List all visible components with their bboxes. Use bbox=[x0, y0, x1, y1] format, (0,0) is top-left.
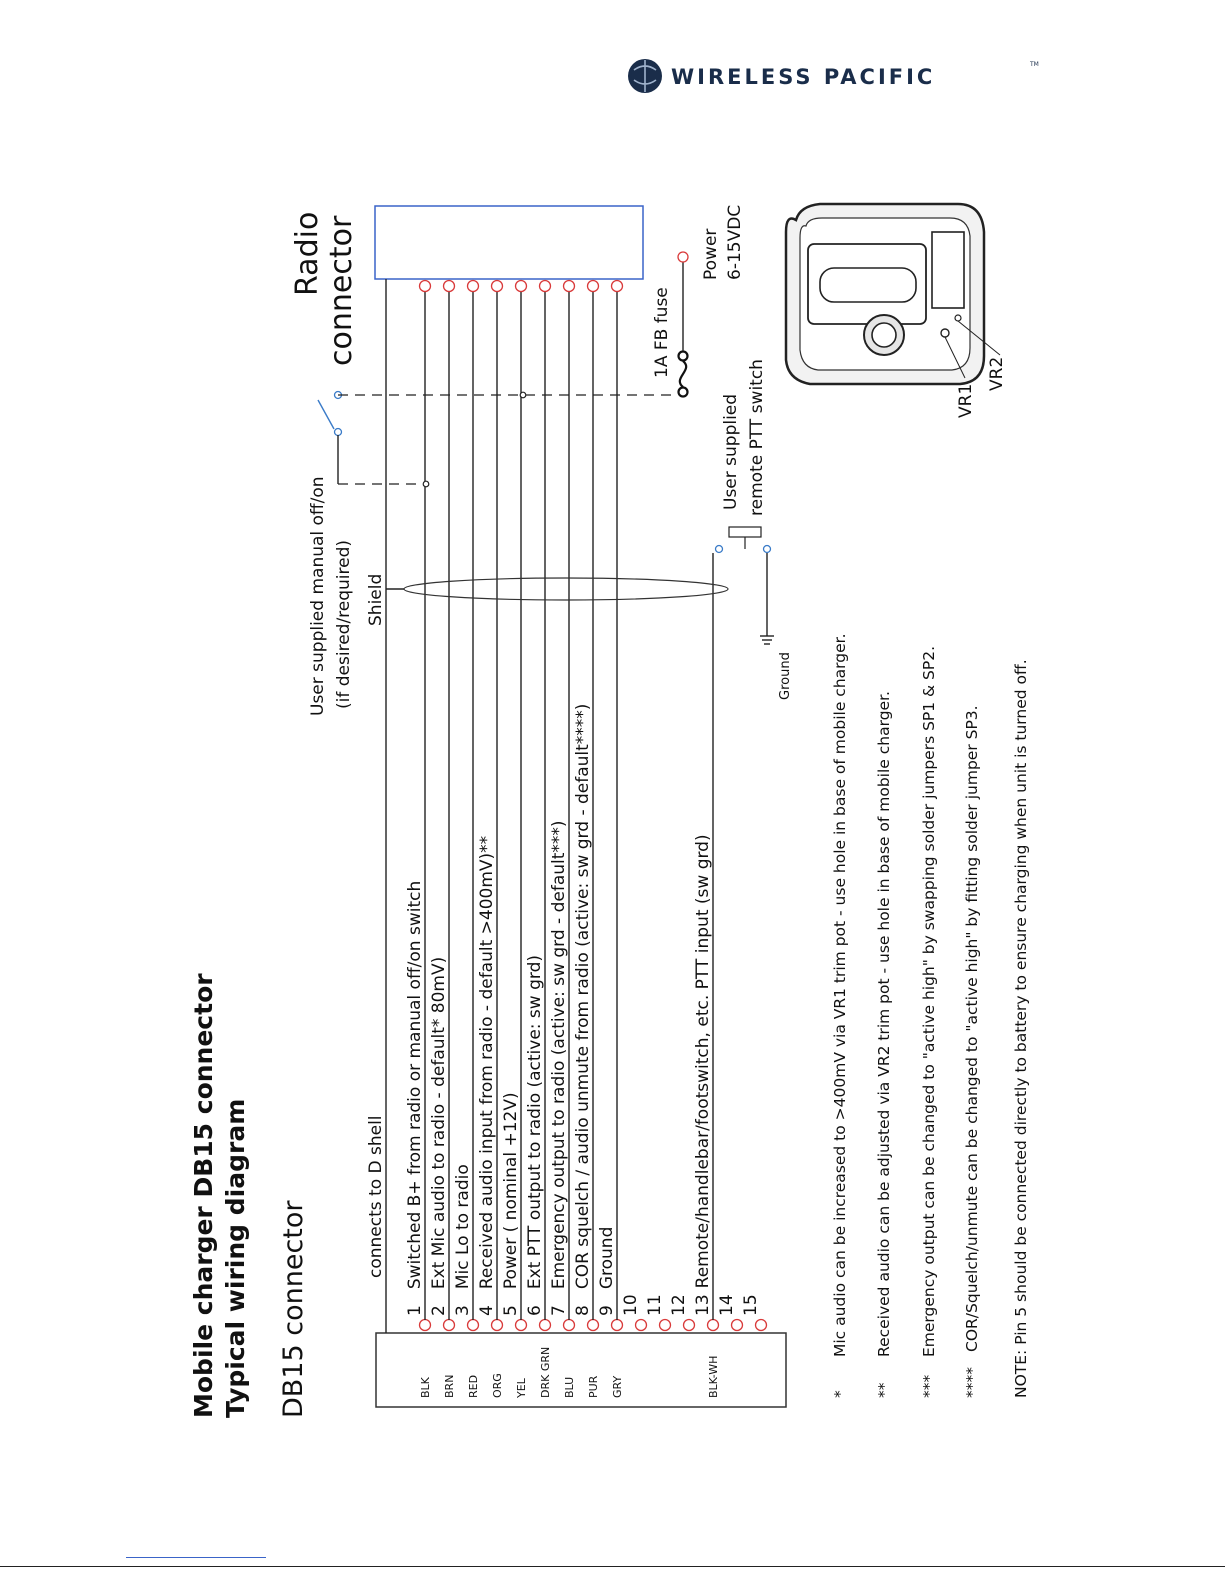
db15-connector-body bbox=[376, 1333, 786, 1407]
pin-9 bbox=[597, 281, 623, 1331]
pin-15 bbox=[741, 1294, 767, 1330]
title-line1: Mobile charger DB15 connector bbox=[189, 973, 218, 1418]
pin-1 bbox=[405, 281, 431, 1331]
pin-14 bbox=[717, 1294, 743, 1330]
pin-4-wire-color: ORG bbox=[491, 1373, 504, 1398]
pin-7 bbox=[549, 281, 575, 1331]
db15-pin-9-contact bbox=[612, 1320, 623, 1331]
vr1-label: VR1 bbox=[956, 383, 976, 418]
radio-pin-8-contact bbox=[588, 281, 599, 292]
db15-pin-14-contact bbox=[732, 1320, 743, 1331]
switch-label-2: (if desired/required) bbox=[334, 539, 354, 709]
pin-12-label: 12 bbox=[669, 1294, 689, 1316]
pin-9-wire-color: GRY bbox=[611, 1375, 624, 1398]
radio-pin-5-contact bbox=[516, 281, 527, 292]
pin-9-label: 9Ground bbox=[597, 1226, 617, 1316]
pin-6-label: 6Ext PTT output to radio (active: sw grd) bbox=[525, 954, 545, 1316]
power-label-2: 6-15VDC bbox=[725, 204, 745, 280]
pin-12 bbox=[669, 1294, 695, 1330]
pin-6-wire-color: DRK GRN bbox=[539, 1346, 552, 1398]
remote-ptt-switch bbox=[716, 527, 771, 630]
pin5-junction bbox=[520, 392, 526, 398]
note-1-mark: * bbox=[831, 1390, 849, 1398]
pin-3-label: 3Mic Lo to radio bbox=[453, 1164, 473, 1316]
note-4-mark: **** bbox=[963, 1367, 981, 1398]
radio-connector-body bbox=[375, 206, 643, 279]
pin-2-wire-color: BRN bbox=[443, 1374, 456, 1398]
vr2-label: VR2 bbox=[987, 356, 1007, 391]
note-2-mark: ** bbox=[875, 1382, 893, 1398]
pin-1-wire-color: BLK bbox=[419, 1377, 432, 1398]
footer-rule bbox=[0, 1566, 1225, 1567]
pin-2 bbox=[429, 281, 455, 1331]
pin-7-wire-color: BLU bbox=[563, 1376, 576, 1398]
logo-text: WIRELESS PACIFIC bbox=[671, 65, 936, 89]
pin-4 bbox=[477, 281, 503, 1331]
pin-8-label: 8COR squelch / audio unmute from radio (active: sw grd - default****) bbox=[573, 703, 593, 1316]
db15-pin-13-contact bbox=[708, 1320, 719, 1331]
db15-pin-8-contact bbox=[588, 1320, 599, 1331]
pin-2-label: 2Ext Mic audio to radio - default* 80mV) bbox=[429, 956, 449, 1316]
pin-11 bbox=[645, 1294, 671, 1330]
cable-shield-ellipse bbox=[404, 578, 728, 600]
note-4-text: COR/Squelch/unmute can be changed to "active high" by fitting solder jumper SP3. bbox=[963, 705, 981, 1352]
d-shell-label: connects to D shell bbox=[366, 1115, 386, 1278]
title-line2: Typical wiring diagram bbox=[221, 1098, 250, 1418]
radio-pin-1-contact bbox=[420, 281, 431, 292]
shield-label: Shield bbox=[366, 573, 386, 626]
pin-13-wire-color: BLK-WH bbox=[707, 1355, 720, 1398]
ptt-label-2: remote PTT switch bbox=[747, 359, 767, 516]
vr2-trim-hole bbox=[955, 315, 961, 321]
radio-pin-9-contact bbox=[612, 281, 623, 292]
ground-symbol-icon bbox=[760, 630, 774, 644]
pin-15-label: 15 bbox=[741, 1294, 761, 1316]
footer-link-underline bbox=[126, 1557, 266, 1558]
pin-10 bbox=[621, 1294, 647, 1330]
svg-text:TM: TM bbox=[1030, 61, 1039, 68]
pin-11-label: 11 bbox=[645, 1294, 665, 1316]
pin-13-label: 13Remote/handlebar/footswitch, etc. PTT input (sw grd) bbox=[693, 834, 713, 1316]
radio-pin-7-contact bbox=[564, 281, 575, 292]
pin-1-label: 1Switched B+ from radio or manual off/on switch bbox=[405, 880, 425, 1316]
radio-pin-4-contact bbox=[492, 281, 503, 292]
power-label-1: Power bbox=[701, 228, 721, 280]
db15-pin-6-contact bbox=[540, 1320, 551, 1331]
pin-14-label: 14 bbox=[717, 1294, 737, 1316]
pin-6 bbox=[525, 281, 551, 1331]
pin-8-wire-color: PUR bbox=[587, 1375, 600, 1398]
db15-pin-10-contact bbox=[636, 1320, 647, 1331]
db15-pin-5-contact bbox=[516, 1320, 527, 1331]
note-final: NOTE: Pin 5 should be connected directly to battery to ensure charging when unit is turned off. bbox=[1012, 659, 1030, 1398]
ground-label: Ground bbox=[778, 652, 793, 700]
pin-5-wire-color: YEL bbox=[515, 1378, 528, 1398]
mobile-charger-base-illustration bbox=[786, 204, 1000, 384]
db15-pin-11-contact bbox=[660, 1320, 671, 1331]
pin-13 bbox=[693, 553, 719, 1331]
pin-4-label: 4Received audio input from radio - default >400mV)** bbox=[477, 835, 497, 1316]
pin-10-label: 10 bbox=[621, 1294, 641, 1316]
note-3-mark: *** bbox=[920, 1374, 938, 1398]
note-2-text: Received audio can be adjusted via VR2 trim pot - use hole in base of mobile charger. bbox=[875, 691, 893, 1357]
fuse-label: 1A FB fuse bbox=[652, 287, 672, 378]
radio-pin-6-contact bbox=[540, 281, 551, 292]
radio-connector-label-1: Radio bbox=[290, 211, 325, 296]
vr1-trim-hole bbox=[941, 329, 949, 337]
db15-pin-15-contact bbox=[756, 1320, 767, 1331]
note-3-text: Emergency output can be changed to "active high" by swapping solder jumpers SP1 & SP2. bbox=[920, 645, 938, 1357]
wireless-pacific-logo bbox=[628, 59, 1039, 93]
db15-pin-4-contact bbox=[492, 1320, 503, 1331]
db15-connector-label: DB15 connector bbox=[278, 1200, 309, 1418]
fuse-1a-fb bbox=[678, 252, 688, 397]
pin-8 bbox=[573, 281, 599, 1331]
switch-label-1: User supplied manual off/on bbox=[308, 476, 328, 716]
db15-pin-7-contact bbox=[564, 1320, 575, 1331]
radio-connector-label-2: connector bbox=[324, 215, 359, 366]
db15-pin-3-contact bbox=[468, 1320, 479, 1331]
db15-pin-1-contact bbox=[420, 1320, 431, 1331]
db15-pin-2-contact bbox=[444, 1320, 455, 1331]
radio-pin-3-contact bbox=[468, 281, 479, 292]
ptt-label-1: User supplied bbox=[721, 393, 741, 510]
radio-pin-2-contact bbox=[444, 281, 455, 292]
pin-5-label: 5Power ( nominal +12V) bbox=[501, 1092, 521, 1316]
pin-3 bbox=[453, 281, 479, 1331]
pin-3-wire-color: RED bbox=[467, 1374, 480, 1398]
pin-5 bbox=[501, 281, 527, 1331]
note-1-text: Mic audio can be increased to >400mV via VR1 trim pot - use hole in base of mobile charger. bbox=[831, 633, 849, 1357]
pin-7-label: 7Emergency output to radio (active: sw grd - default***) bbox=[549, 820, 569, 1316]
db15-pin-12-contact bbox=[684, 1320, 695, 1331]
